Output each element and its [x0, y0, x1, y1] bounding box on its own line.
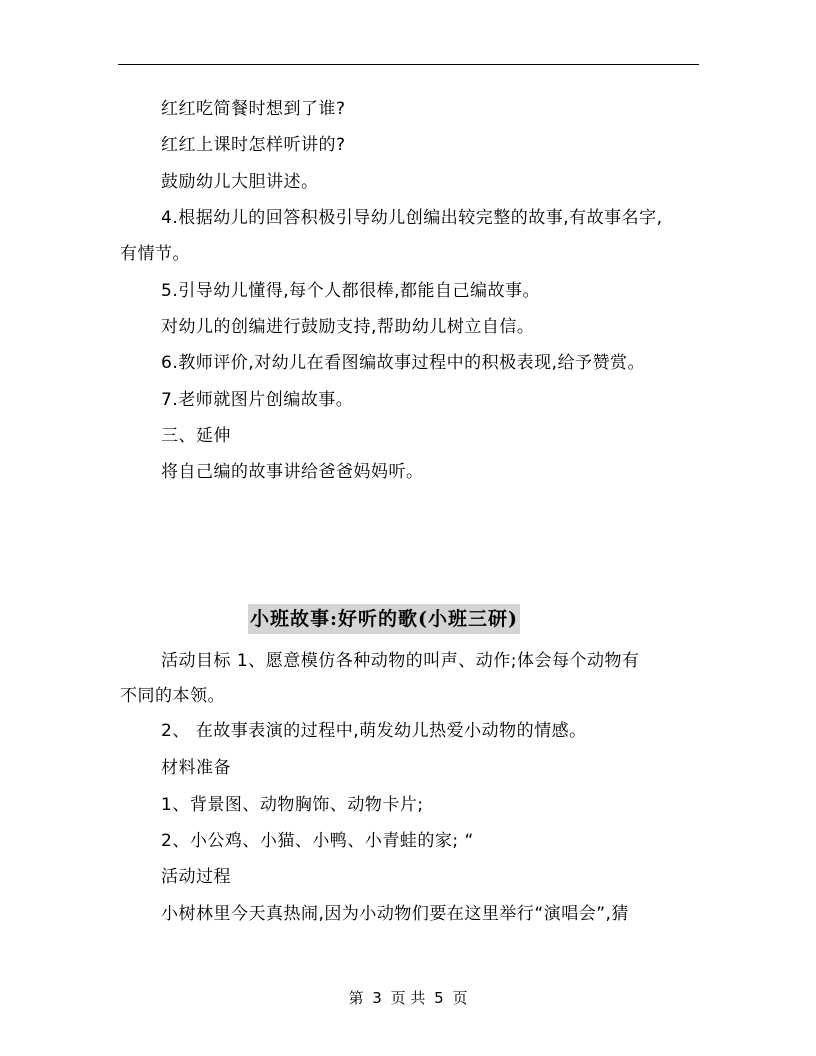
- paragraph-line: 将自己编的故事讲给爸爸妈妈听。: [161, 462, 424, 482]
- section-heading: 材料准备: [161, 758, 231, 778]
- section-heading: 活动过程: [161, 867, 231, 887]
- footer-label: 页 共: [390, 989, 426, 1007]
- page-number-current: 3: [372, 989, 382, 1007]
- paragraph-line: 5.引导幼儿懂得,每个人都很棒,都能自己编故事。: [161, 281, 541, 301]
- paragraph-line: 红红吃简餐时想到了谁?: [161, 99, 346, 119]
- footer-label: 第: [348, 989, 364, 1007]
- paragraph-line: 7.老师就图片创编故事。: [161, 390, 354, 410]
- page-footer: [0, 988, 816, 1008]
- paragraph-line: 有情节。: [120, 244, 190, 264]
- paragraph-line: 红红上课时怎样听讲的?: [161, 135, 346, 155]
- footer-label: 页: [452, 989, 468, 1007]
- paragraph-line: 6.教师评价,对幼儿在看图编故事过程中的积极表现,给予赞赏。: [161, 353, 646, 373]
- paragraph-line: 不同的本领。: [120, 686, 225, 706]
- page-number-total: 5: [434, 989, 444, 1007]
- paragraph-line: 1、背景图、动物胸饰、动物卡片;: [161, 795, 424, 815]
- paragraph-line: 小树林里今天真热闹,因为小动物们要在这里举行“演唱会”,猜: [161, 904, 629, 924]
- paragraph-line: 鼓励幼儿大胆讲述。: [161, 172, 319, 192]
- section-heading: 三、延伸: [161, 426, 231, 446]
- header-rule: [118, 64, 699, 65]
- story-title: 小班故事:好听的歌(小班三研): [248, 604, 520, 634]
- paragraph-line: 2、小公鸡、小猫、小鸭、小青蛙的家; “: [161, 831, 474, 851]
- paragraph-line: 2、 在故事表演的过程中,萌发幼儿热爱小动物的情感。: [161, 721, 587, 741]
- paragraph-line: 活动目标 1、愿意模仿各种动物的叫声、动作;体会每个动物有: [161, 651, 640, 671]
- paragraph-line: 4.根据幼儿的回答积极引导幼儿创编出较完整的故事,有故事名字,: [161, 208, 663, 228]
- paragraph-line: 对幼儿的创编进行鼓励支持,帮助幼儿树立自信。: [161, 317, 535, 337]
